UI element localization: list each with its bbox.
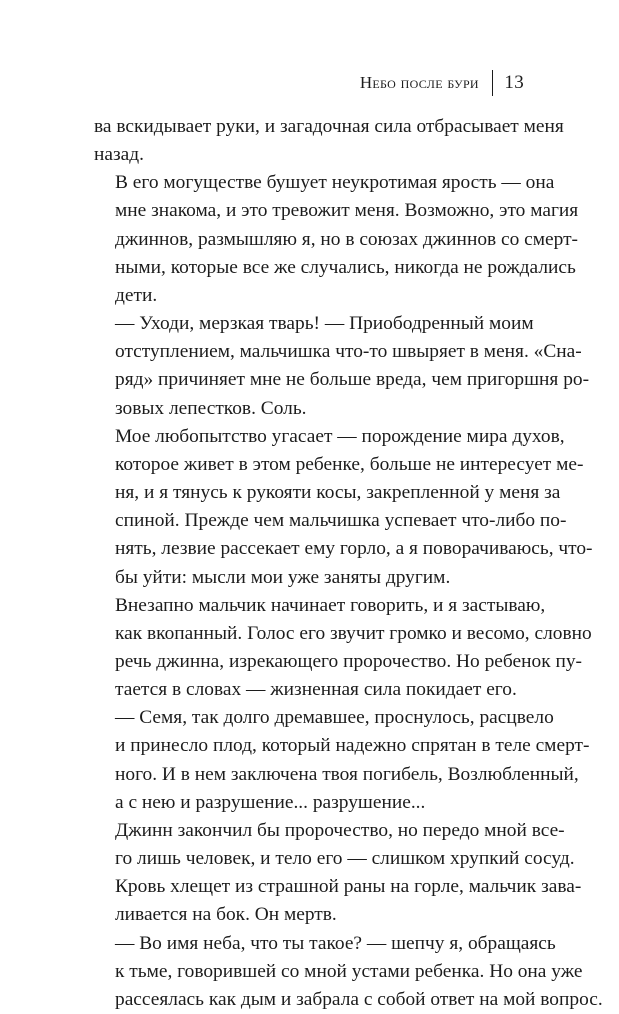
text-line: ва вскидывает руки, и загадочная сила отбрасывает меня <box>94 116 564 137</box>
paragraph <box>94 169 579 310</box>
text-line: Кровь хлещет из страшной раны на горле, мальчик зава- <box>115 876 582 898</box>
paragraph <box>94 930 603 1014</box>
text-line: Внезапно мальчик начинает говорить, и я застываю, <box>115 594 546 616</box>
text-line: ными, которые все же случались, никогда не рождались <box>115 256 576 278</box>
text-line: и принесло плод, который надежно спрятан в теле смерт- <box>115 735 590 757</box>
text-line: нять, лезвие рассекает ему горло, а я поворачиваюсь, что- <box>115 538 593 560</box>
text-line: назад. <box>94 144 144 166</box>
text-line: — Уходи, мерзкая тварь! — Приободренный моим <box>115 313 534 335</box>
text-line: дети. <box>115 284 158 306</box>
page-number: 13 <box>504 72 524 93</box>
text-line: Джинн закончил бы пророчество, но передо мной все- <box>115 819 565 841</box>
text-line: Мое любопытство угасает — порождение мира духов, <box>115 425 565 447</box>
running-header <box>360 70 524 96</box>
text-line: как вкопанный. Голос его звучит громко и весомо, словно <box>115 622 592 644</box>
text-line: — Семя, так долго дремавшее, проснулось, расцвело <box>115 707 554 729</box>
text-line: В его могуществе бушует неукротимая ярость — она <box>115 172 555 194</box>
text-line: мне знакома, и это тревожит меня. Возможно, это магия <box>115 200 579 222</box>
text-line: рассеялась как дым и забрала с собой ответ на мой вопрос. <box>115 988 603 1010</box>
text-line: го лишь человек, и тело его — слишком хрупкий сосуд. <box>115 848 575 870</box>
paragraph <box>94 592 592 705</box>
body-text <box>94 113 603 1014</box>
text-line: ливается на бок. Он мертв. <box>115 904 337 926</box>
text-line: к тьме, говорившей со мной устами ребенка. Но она уже <box>115 960 583 982</box>
paragraph <box>94 817 582 930</box>
text-line: которое живет в этом ребенке, больше не интересует ме- <box>115 453 584 475</box>
paragraph <box>94 423 593 592</box>
text-line: отступлением, мальчишка что-то швыряет в меня. «Сна- <box>115 341 582 363</box>
text-line: ряд» причиняет мне не больше вреда, чем пригоршня ро- <box>115 369 590 391</box>
text-line: — Во имя неба, что ты такое? — шепчу я, обращаясь <box>115 932 556 954</box>
text-line: ня, и я тянусь к рукояти косы, закрепленной у меня за <box>115 482 561 504</box>
text-line: речь джинна, изрекающего пророчество. Но ребенок пу- <box>115 650 582 672</box>
text-line: бы уйти: мысли мои уже заняты другим. <box>115 566 451 588</box>
running-title: Небо после бури <box>359 73 479 92</box>
header-divider <box>492 70 494 96</box>
paragraph <box>94 113 564 169</box>
text-line: спиной. Прежде чем мальчишка успевает что-либо по- <box>115 510 567 532</box>
paragraph <box>94 310 590 423</box>
text-line: зовых лепестков. Соль. <box>115 397 307 419</box>
paragraph <box>94 704 590 817</box>
text-line: тается в словах — жизненная сила покидает его. <box>115 679 517 701</box>
text-line: джиннов, размышляю я, но в союзах джиннов со смерт- <box>115 228 579 250</box>
text-line: ного. И в нем заключена твоя погибель, Возлюбленный, <box>115 763 579 785</box>
text-line: а с нею и разрушение... разрушение... <box>115 791 426 813</box>
